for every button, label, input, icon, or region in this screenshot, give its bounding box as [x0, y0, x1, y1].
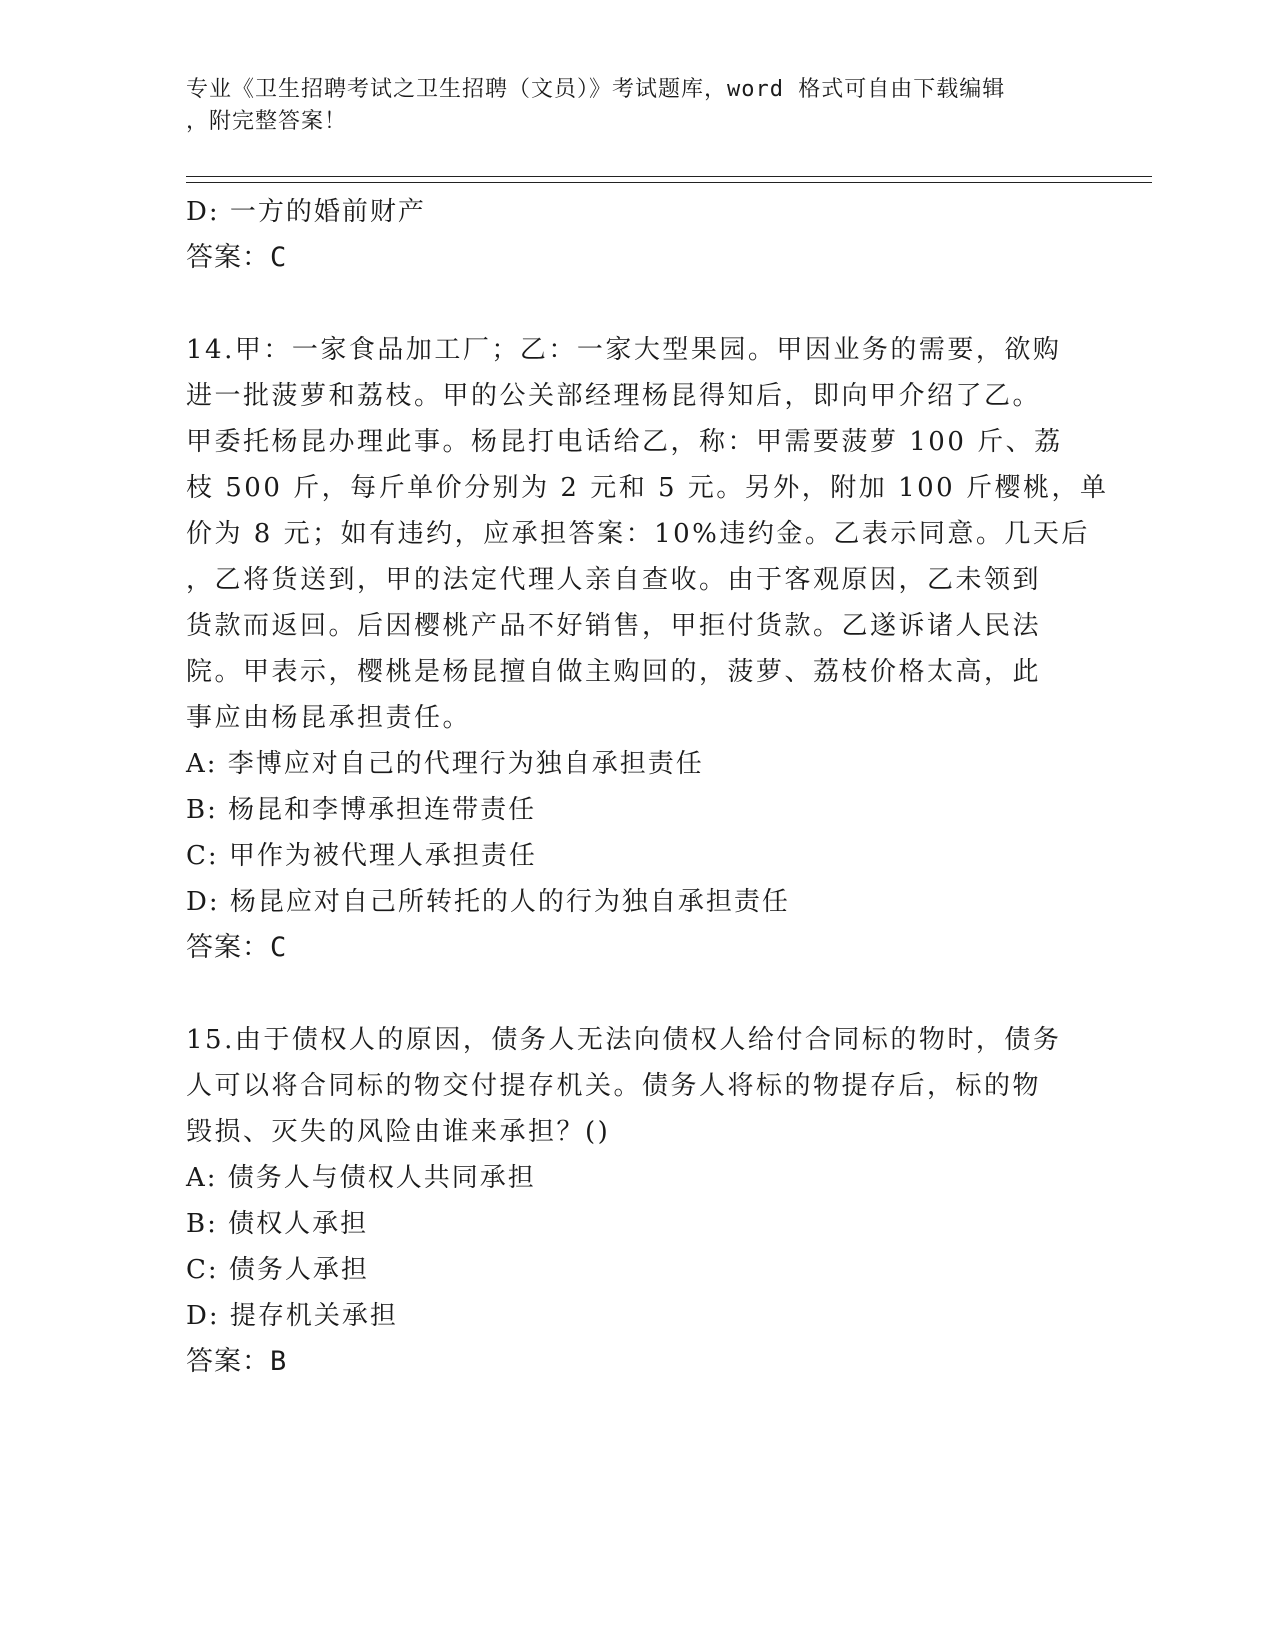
question-content: [186, 189, 1109, 1385]
question-15-option-a: A: 债务人与债权人共同承担: [186, 1163, 536, 1193]
document-header: [186, 74, 1066, 138]
question-14-option-c: C: 甲作为被代理人承担责任: [186, 841, 537, 871]
stem-line: 货款而返回。后因樱桃产品不好销售，甲拒付货款。乙遂诉诸人民法: [186, 611, 1042, 641]
question-14-option-a: A: 李博应对自己的代理行为独自承担责任: [186, 749, 704, 779]
stem-line: 14.甲：一家食品加工厂；乙：一家大型果园。甲因业务的需要，欲购: [186, 335, 1062, 365]
header-line-2: ，附完整答案！: [186, 109, 348, 134]
header-rule-top: [186, 176, 1152, 177]
header-rule-bottom: [186, 182, 1152, 183]
stem-line: 事应由杨昆承担责任。: [186, 703, 472, 733]
spacer: [186, 281, 1066, 327]
stem-line: 院。甲表示，樱桃是杨昆擅自做主购回的，菠萝、荔枝价格太高，此: [186, 657, 1042, 687]
header-line-1: 专业《卫生招聘考试之卫生招聘（文员）》考试题库，word 格式可自由下载编辑: [186, 77, 1006, 102]
spacer: [186, 971, 1066, 1017]
stem-line: 枝 500 斤，每斤单价分别为 2 元和 5 元。另外，附加 100 斤樱桃，单: [186, 473, 1109, 503]
question-15-option-c: C: 债务人承担: [186, 1255, 369, 1285]
question-14-answer: 答案：C: [186, 932, 288, 963]
question-14-option-d: D: 杨昆应对自己所转托的人的行为独自承担责任: [186, 887, 790, 917]
stem-line: 15.由于债权人的原因，债务人无法向债权人给付合同标的物时，债务: [186, 1025, 1062, 1055]
stem-line: 甲委托杨昆办理此事。杨昆打电话给乙，称：甲需要菠萝 100 斤、荔: [186, 427, 1063, 457]
prev-option-d: D: 一方的婚前财产: [186, 197, 426, 227]
stem-line: 进一批菠萝和荔枝。甲的公关部经理杨昆得知后，即向甲介绍了乙。: [186, 381, 1042, 411]
question-14-stem: [186, 327, 1109, 741]
question-15-option-d: D: 提存机关承担: [186, 1301, 398, 1331]
stem-line: 价为 8 元；如有违约，应承担答案：10%违约金。乙表示同意。几天后: [186, 519, 1090, 549]
question-14-option-b: B: 杨昆和李博承担连带责任: [186, 795, 537, 825]
stem-line: 毁损、灭失的风险由谁来承担？(): [186, 1117, 611, 1147]
stem-line: 人可以将合同标的物交付提存机关。债务人将标的物提存后，标的物: [186, 1071, 1042, 1101]
prev-answer: 答案：C: [186, 242, 288, 273]
question-15-answer: 答案：B: [186, 1346, 288, 1377]
stem-line: ，乙将货送到，甲的法定代理人亲自查收。由于客观原因，乙未领到: [186, 565, 1042, 595]
question-15-option-b: B: 债权人承担: [186, 1209, 369, 1239]
question-15-stem: [186, 1017, 1066, 1155]
